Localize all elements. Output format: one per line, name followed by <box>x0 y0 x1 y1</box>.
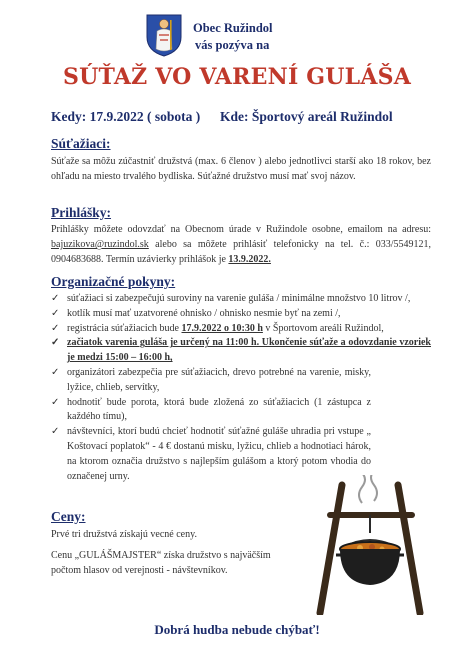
competitors-text: Súťaže sa môžu zúčastniť družstvá (max. 6 členov ) alebo jednotlivci starší ako 18 rokov, bez ohľadu na miesto trvalého bydliska. Súťažné družstvo musí mať svoj názov. <box>51 156 431 183</box>
page-title: SÚŤAŽ VO VARENÍ GULÁŠA <box>63 64 411 90</box>
deadline-date: 13.9.2022. <box>228 254 271 266</box>
list-item: ✓ návštevníci, ktorí budú chcieť hodnotiť súťažné guláše uhradia pri vstupe „ Koštovací poplatok“ - 4 € dostanú misku, lyžicu, chlieb a hodnotiaci hárok, na ktorom označia družstvo s najlepším gulášom a ktorý potom vhodia do označenej urny. <box>51 426 371 482</box>
instructions-list <box>51 292 431 484</box>
list-item: ✓ registrácia súťažiacich bude 17.9.2022 o 10:30 h v Športovom areáli Ružindol, <box>51 322 431 337</box>
municipal-crest-icon <box>145 13 183 57</box>
prizes-line2: Cenu „GULÁŠMAJSTER“ získa družstvo s najväčším počtom hlasov od verejnosti - návštevníkov. <box>51 550 271 577</box>
checkmark-icon: ✓ <box>51 307 60 319</box>
list-item: ✓ súťažiaci si zabezpečujú suroviny na varenie guláša / minimálne množstvo 10 litrov /, <box>51 292 431 307</box>
location-label: Kde: <box>220 109 249 124</box>
location-value: Športový areál Ružindol <box>251 109 393 124</box>
checkmark-icon: ✓ <box>51 293 60 304</box>
header-invite: vás pozýva na <box>195 38 270 52</box>
instructions-heading: Organizačné pokyny: <box>51 274 176 289</box>
registration-heading: Prihlášky: <box>51 205 112 220</box>
list-item: ✓ kotlík musí mať uzatvorené ohnisko / ohnisko nesmie byť na zemi /, <box>51 307 431 322</box>
event-location <box>220 109 393 125</box>
date-label: Kedy: <box>51 109 87 124</box>
registration-text: Prihlášky môžete odovzdať na Obecnom úrade v Ružindole osobne, emailom na adresu: bajuzikova@ruzindol.sk alebo sa môžete prihlásiť telefonicky na tel. č.: 033/5549121, 0904683688. Termín uzávierky prihlášok je 13.9.2022. <box>51 224 431 266</box>
competitors-heading: Súťažiaci: <box>51 136 111 151</box>
checkmark-icon: ✓ <box>51 426 60 438</box>
list-item: ✓ začiatok varenia guláša je určený na 11:00 h. Ukončenie súťaže a odovzdanie vzoriek je medzi 15:00 – 16:00 h, <box>51 337 431 364</box>
date-value: 17.9.2022 ( sobota ) <box>89 109 201 124</box>
footer-tagline: Dobrá hudba nebude chýbať! <box>154 622 320 637</box>
list-item: ✓ hodnotiť bude porota, ktorá bude zložená zo súťažiacich (1 zástupca z každého tímu), <box>51 396 371 423</box>
email-link[interactable]: bajuzikova@ruzindol.sk <box>51 239 149 251</box>
header-municipality: Obec Ružindol <box>193 21 273 35</box>
prizes-line1: Prvé tri družstvá získajú vecné ceny. <box>51 529 197 540</box>
checkmark-icon: ✓ <box>51 322 60 334</box>
checkmark-icon: ✓ <box>51 337 60 349</box>
checkmark-icon: ✓ <box>51 366 60 378</box>
goulash-pot-illustration <box>300 475 440 615</box>
checkmark-icon: ✓ <box>51 396 60 408</box>
prizes-heading: Ceny: <box>51 509 86 524</box>
event-date <box>51 109 200 125</box>
list-item: ✓ organizátori zabezpečia pre súťažiacich, drevo potrebné na varenie, misky, lyžice, chlieb, servítky, <box>51 366 371 393</box>
